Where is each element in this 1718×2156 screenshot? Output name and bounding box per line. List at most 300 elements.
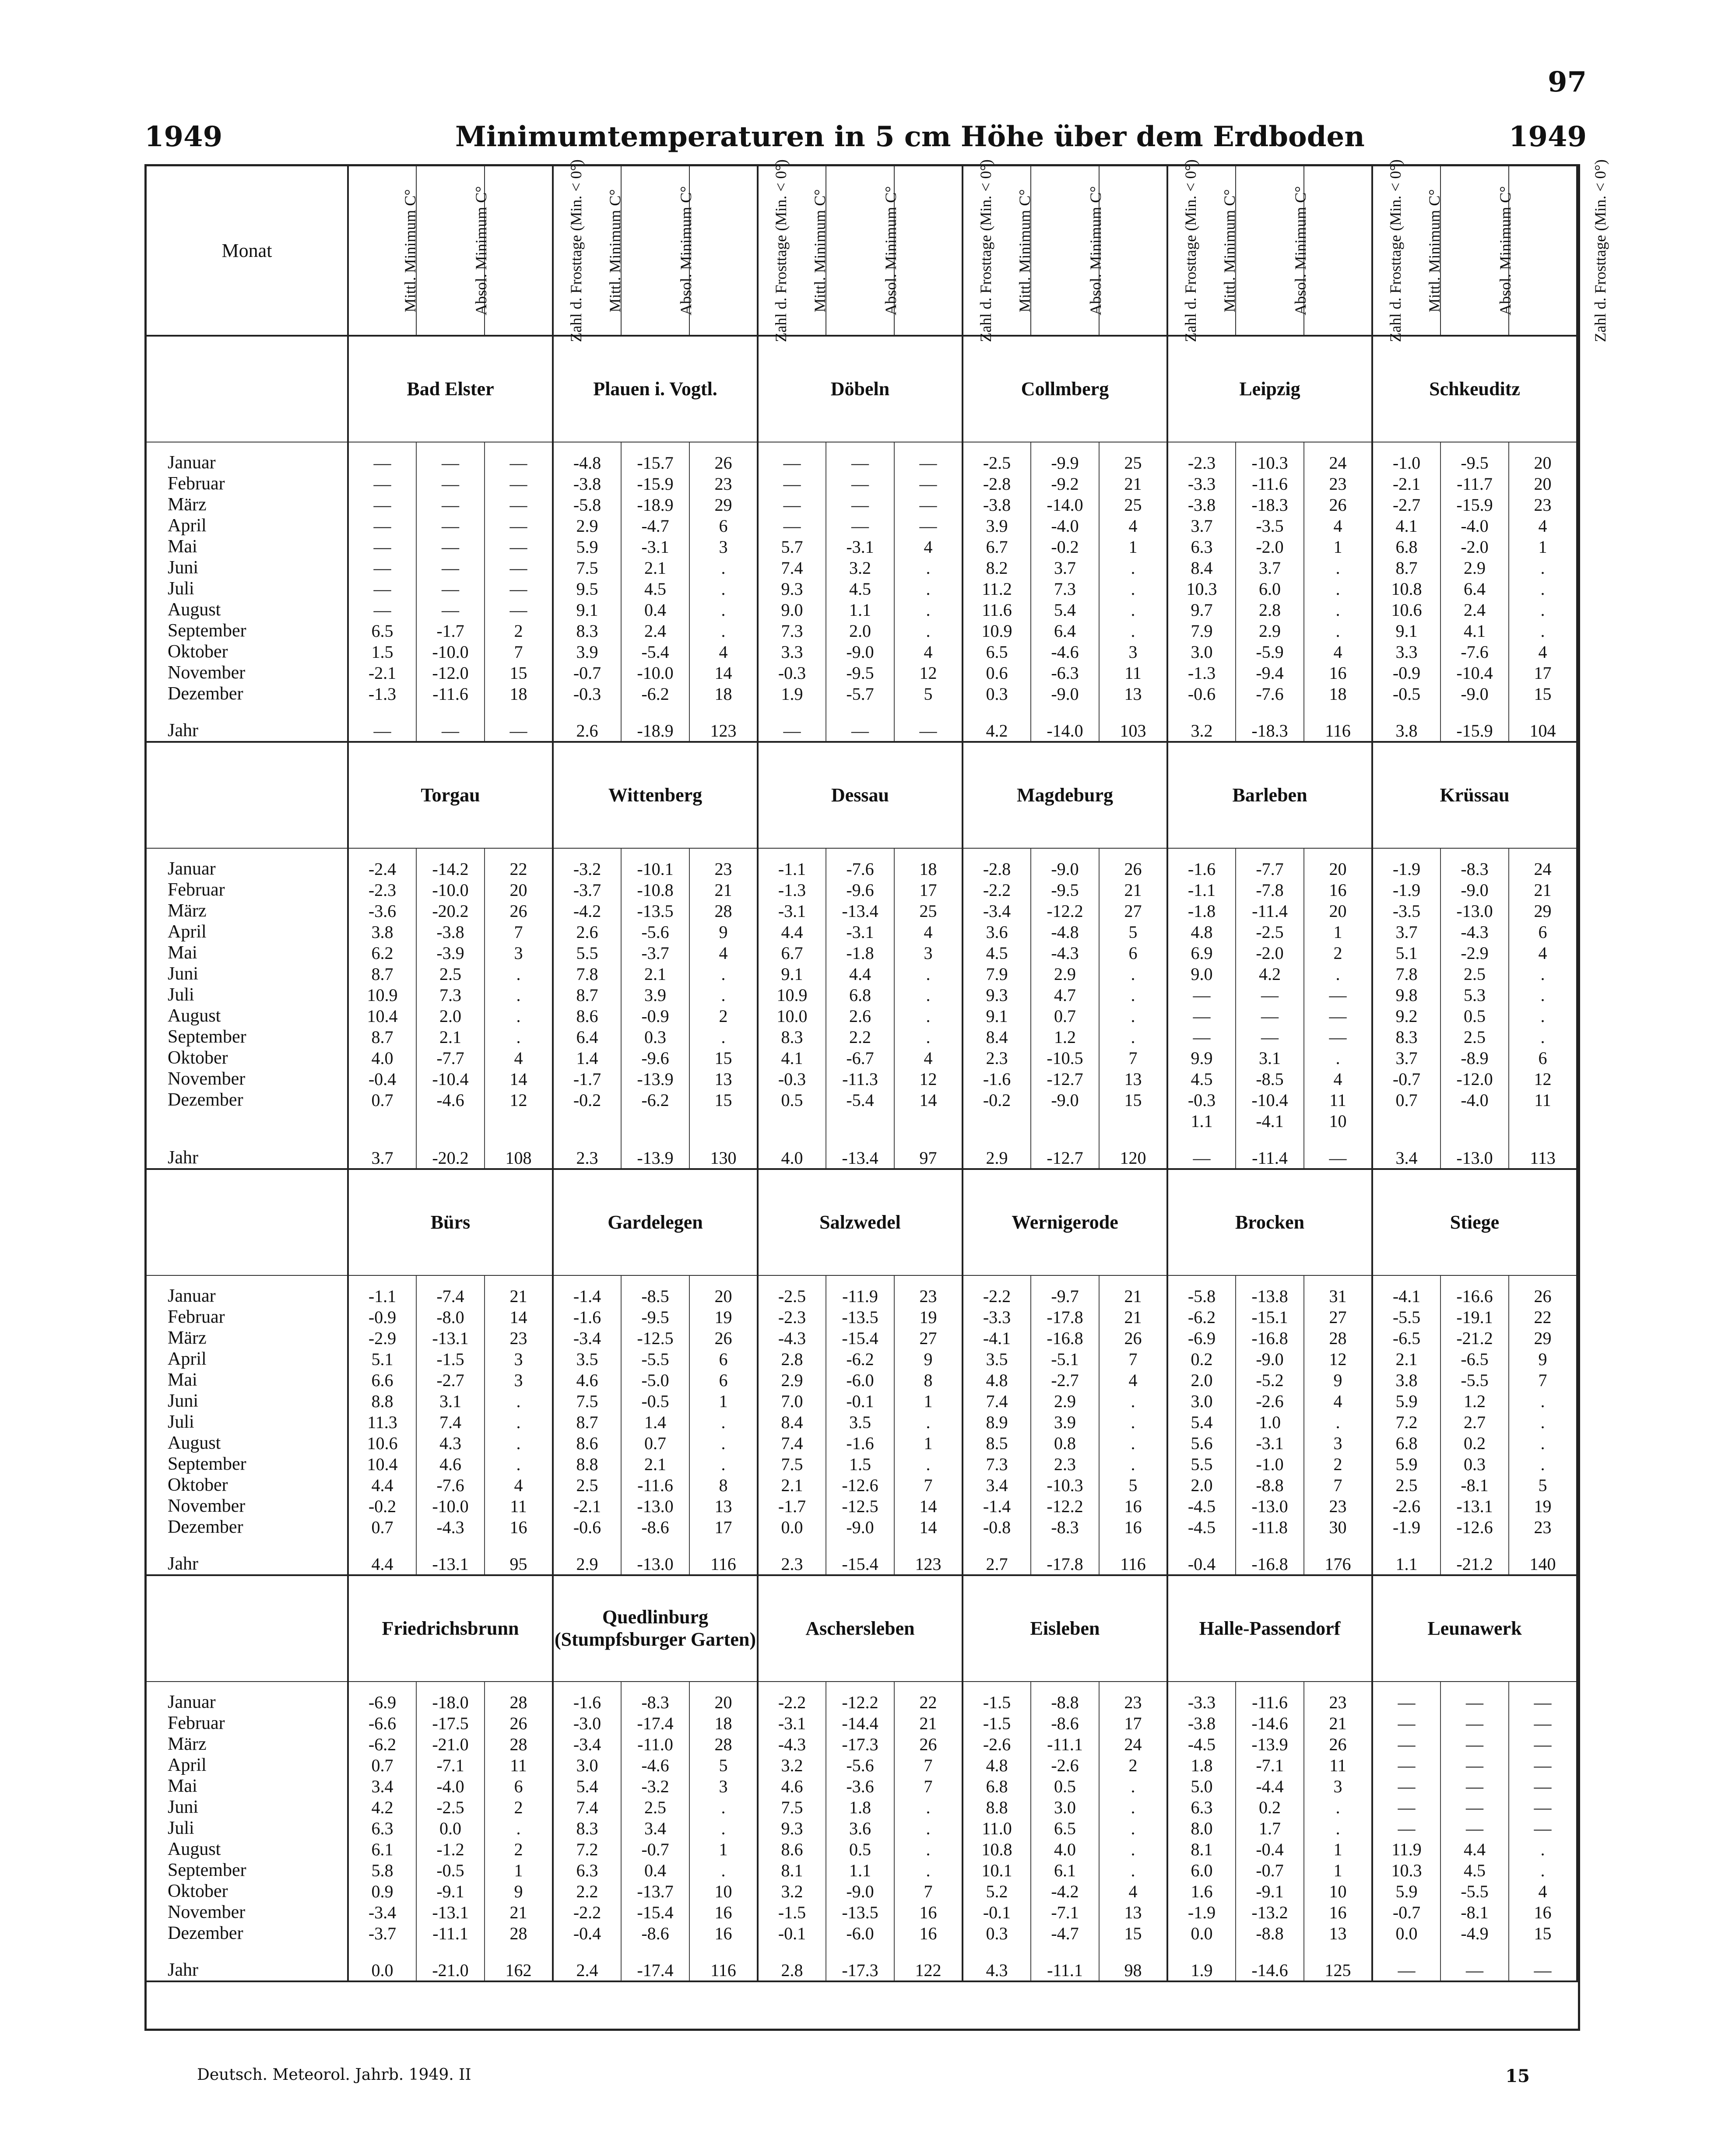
table-cell: -2.7	[1031, 1369, 1099, 1391]
table-cell: 31	[1304, 1275, 1372, 1306]
table-cell: -1.6	[826, 1433, 894, 1454]
table-cell: 26	[485, 1713, 553, 1734]
table-cell: 6.3	[1167, 536, 1236, 557]
table-cell: —	[1167, 1005, 1236, 1026]
table-cell: -1.0	[1372, 442, 1440, 473]
table-row	[147, 1110, 1577, 1131]
table-cell: -4.0	[1031, 515, 1099, 536]
table-cell: 12	[894, 1068, 963, 1089]
table-cell: 13	[1099, 1068, 1167, 1089]
table-cell: 14	[485, 1068, 553, 1089]
table-cell: -3.3	[1167, 1682, 1236, 1713]
table-cell: -8.1	[1440, 1475, 1509, 1496]
month-label: Dezember	[147, 1923, 348, 1944]
table-cell: 3.4	[348, 1776, 416, 1797]
table-cell	[1509, 1110, 1577, 1131]
table-cell: 0.5	[758, 1089, 826, 1110]
year-total-cell: 4.4	[348, 1538, 416, 1575]
table-cell: 6	[689, 515, 758, 536]
table-cell: 21	[1304, 1713, 1372, 1734]
table-cell: —	[348, 599, 416, 620]
column-header-label: Absol. Minimum C°	[1291, 186, 1309, 316]
table-cell: 16	[1304, 1902, 1372, 1923]
table-cell: -13.1	[416, 1902, 485, 1923]
table-cell: -4.3	[758, 1734, 826, 1755]
table-cell: .	[1099, 984, 1167, 1005]
table-cell: -9.0	[826, 1881, 894, 1902]
table-cell: 3.7	[1031, 557, 1099, 578]
table-cell: 29	[1509, 1327, 1577, 1348]
table-cell: —	[485, 599, 553, 620]
table-cell: 15	[689, 1089, 758, 1110]
table-cell: 6.8	[1372, 1433, 1440, 1454]
table-cell: 15	[1509, 683, 1577, 704]
table-cell: —	[416, 494, 485, 515]
table-cell: .	[1304, 963, 1372, 984]
station-name-row	[147, 742, 1577, 848]
table-cell: —	[1236, 984, 1304, 1005]
table-cell: -13.9	[621, 1068, 689, 1089]
table-cell: 5.4	[553, 1776, 621, 1797]
table-cell: -3.1	[1236, 1433, 1304, 1454]
table-cell: 3	[1304, 1433, 1372, 1454]
table-cell: 7	[1099, 1348, 1167, 1369]
table-cell: -11.8	[1236, 1517, 1304, 1538]
table-cell: —	[1509, 1797, 1577, 1818]
month-label: Mai	[147, 1369, 348, 1391]
table-cell: 2.9	[1236, 620, 1304, 641]
table-cell: 9.3	[963, 984, 1031, 1005]
table-cell: 17	[1509, 662, 1577, 683]
table-cell: —	[1509, 1713, 1577, 1734]
table-cell: .	[1304, 1412, 1372, 1433]
year-total-cell: -13.0	[1440, 1131, 1509, 1169]
month-label: Dezember	[147, 1517, 348, 1538]
table-cell: 1	[485, 1860, 553, 1881]
table-cell: 21	[1099, 1275, 1167, 1306]
table-cell: -1.9	[1167, 1902, 1236, 1923]
table-cell: —	[826, 442, 894, 473]
table-cell: 26	[1509, 1275, 1577, 1306]
table-cell: —	[485, 578, 553, 599]
year-total-cell: 130	[689, 1131, 758, 1169]
table-cell: —	[1440, 1734, 1509, 1755]
table-cell: 8.7	[348, 1026, 416, 1047]
table-cell: —	[894, 515, 963, 536]
table-cell: 14	[894, 1517, 963, 1538]
station-row-spacer	[147, 336, 348, 442]
table-cell: 4.6	[553, 1369, 621, 1391]
table-cell: 7	[1304, 1475, 1372, 1496]
table-cell: 7.2	[553, 1839, 621, 1860]
table-cell: 26	[689, 1327, 758, 1348]
table-cell: 28	[485, 1923, 553, 1944]
year-total-cell: 162	[485, 1944, 553, 1981]
table-cell: .	[1304, 1047, 1372, 1068]
year-total-cell: -15.9	[1440, 704, 1509, 742]
table-cell: 23	[1304, 1496, 1372, 1517]
table-cell: 7.9	[1167, 620, 1236, 641]
table-cell: -1.6	[553, 1682, 621, 1713]
table-cell	[553, 1110, 621, 1131]
table-cell: -7.4	[416, 1275, 485, 1306]
table-cell: -13.5	[826, 1902, 894, 1923]
table-cell: -3.8	[416, 921, 485, 942]
table-cell: -3.6	[826, 1776, 894, 1797]
table-cell: -3.4	[553, 1327, 621, 1348]
table-cell: -8.3	[621, 1682, 689, 1713]
table-cell: 5.0	[1167, 1776, 1236, 1797]
station-name: Leipzig	[1167, 336, 1372, 442]
table-cell: -10.4	[416, 1068, 485, 1089]
table-cell: —	[826, 473, 894, 494]
table-cell: 8.3	[758, 1026, 826, 1047]
table-cell: 4	[1099, 1369, 1167, 1391]
table-cell: 28	[1304, 1327, 1372, 1348]
table-cell: 0.7	[621, 1433, 689, 1454]
table-cell: -9.0	[1440, 879, 1509, 900]
table-cell: 6.3	[553, 1860, 621, 1881]
table-cell: 19	[1509, 1496, 1577, 1517]
table-cell: 3.7	[1372, 1047, 1440, 1068]
table-cell: -4.4	[1236, 1776, 1304, 1797]
table-cell: 2.1	[758, 1475, 826, 1496]
table-cell: 0.0	[758, 1517, 826, 1538]
table-cell: 3.0	[1167, 641, 1236, 662]
table-cell: 7	[1509, 1369, 1577, 1391]
table-cell: 8.6	[758, 1839, 826, 1860]
table-cell: -5.4	[621, 641, 689, 662]
year-total-row	[147, 704, 1577, 742]
table-cell: 3	[1099, 641, 1167, 662]
table-cell: .	[1509, 984, 1577, 1005]
table-cell: .	[1509, 1839, 1577, 1860]
table-cell: 4.1	[758, 1047, 826, 1068]
table-cell: 2.9	[1440, 557, 1509, 578]
table-cell: 18	[1304, 683, 1372, 704]
year-left: 1949	[144, 120, 223, 153]
table-cell: -10.0	[416, 641, 485, 662]
year-total-cell: 4.3	[963, 1944, 1031, 1981]
table-cell: -8.3	[1031, 1517, 1099, 1538]
table-cell: 4.0	[348, 1047, 416, 1068]
table-cell: -13.0	[1440, 900, 1509, 921]
table-cell: -1.7	[553, 1068, 621, 1089]
table-cell: 4.5	[963, 942, 1031, 963]
table-row	[147, 1881, 1577, 1902]
table-cell: 10.4	[348, 1005, 416, 1026]
table-cell: —	[485, 557, 553, 578]
table-cell: -2.3	[348, 879, 416, 900]
table-cell: —	[348, 494, 416, 515]
table-cell: -5.8	[1167, 1275, 1236, 1306]
table-cell: 2.0	[826, 620, 894, 641]
table-cell: -6.3	[1031, 662, 1099, 683]
table-cell: 0.3	[963, 683, 1031, 704]
year-total-cell: 2.4	[553, 1944, 621, 1981]
table-cell: 6	[1509, 921, 1577, 942]
table-cell: .	[894, 1797, 963, 1818]
table-cell: -10.0	[416, 1496, 485, 1517]
month-label: Mai	[147, 536, 348, 557]
table-cell: 2.3	[963, 1047, 1031, 1068]
table-cell	[894, 1110, 963, 1131]
table-cell: 6.4	[1440, 578, 1509, 599]
table-cell: .	[1509, 1454, 1577, 1475]
table-cell: 16	[1099, 1496, 1167, 1517]
table-cell: 20	[1304, 848, 1372, 879]
table-cell: -1.9	[1372, 879, 1440, 900]
table-cell: -0.1	[758, 1923, 826, 1944]
column-header	[1031, 166, 1104, 336]
table-cell: -7.8	[1236, 879, 1304, 900]
table-cell: -1.2	[416, 1839, 485, 1860]
year-total-cell: —	[1372, 1944, 1440, 1981]
table-cell: .	[689, 963, 758, 984]
table-cell: 4.8	[1167, 921, 1236, 942]
table-cell: -1.5	[416, 1348, 485, 1369]
table-cell: -3.3	[1167, 473, 1236, 494]
table-row	[147, 1327, 1577, 1348]
table-cell: —	[1372, 1818, 1440, 1839]
table-cell: 7.5	[758, 1797, 826, 1818]
table-cell: 3.0	[1167, 1391, 1236, 1412]
table-cell: -6.0	[826, 1923, 894, 1944]
table-cell: 7	[894, 1776, 963, 1797]
table-cell: 9.9	[1167, 1047, 1236, 1068]
table-cell: -0.9	[1372, 662, 1440, 683]
table-row	[147, 1047, 1577, 1068]
table-cell: -13.4	[826, 900, 894, 921]
table-cell: 7.3	[963, 1454, 1031, 1475]
table-cell: -3.8	[1167, 1713, 1236, 1734]
table-cell: 5.5	[1167, 1454, 1236, 1475]
column-header	[1509, 159, 1609, 342]
table-cell: 15	[1509, 1923, 1577, 1944]
table-cell: -18.3	[1236, 494, 1304, 515]
table-cell: 6.8	[826, 984, 894, 1005]
year-total-cell: 98	[1099, 1944, 1167, 1981]
table-cell: -4.9	[1440, 1923, 1509, 1944]
table-cell: -8.0	[416, 1306, 485, 1327]
table-cell: —	[485, 442, 553, 473]
table-cell: 20	[689, 1682, 758, 1713]
table-cell: -3.0	[553, 1713, 621, 1734]
table-cell: 11	[485, 1755, 553, 1776]
table-cell: 2.1	[1372, 1348, 1440, 1369]
table-cell: 8.4	[1167, 557, 1236, 578]
table-cell: .	[894, 599, 963, 620]
table-cell: 14	[894, 1089, 963, 1110]
table-cell: 2.9	[758, 1369, 826, 1391]
table-cell: 4	[894, 1047, 963, 1068]
table-cell: -8.1	[1440, 1902, 1509, 1923]
table-row	[147, 1433, 1577, 1454]
year-total-cell: -16.8	[1236, 1538, 1304, 1575]
year-total-cell: —	[1509, 1944, 1577, 1981]
table-cell: -2.9	[348, 1327, 416, 1348]
year-total-row	[147, 1538, 1577, 1575]
year-total-cell: —	[485, 704, 553, 742]
table-cell: 0.3	[621, 1026, 689, 1047]
table-cell: 3.2	[758, 1881, 826, 1902]
table-cell: 15	[689, 1047, 758, 1068]
station-name: Plauen i. Vogtl.	[553, 336, 758, 442]
month-label: Januar	[147, 1275, 348, 1306]
table-cell: 0.2	[1167, 1348, 1236, 1369]
table-cell: 5.7	[758, 536, 826, 557]
table-cell: —	[348, 557, 416, 578]
table-cell: -10.1	[621, 848, 689, 879]
column-header	[963, 166, 1031, 336]
station-name: Barleben	[1167, 742, 1372, 848]
table-cell: 3.7	[1236, 557, 1304, 578]
table-cell: 8.3	[553, 620, 621, 641]
table-row	[147, 1369, 1577, 1391]
table-cell: 2.6	[826, 1005, 894, 1026]
table-cell: 26	[1099, 848, 1167, 879]
table-cell: 3	[485, 1348, 553, 1369]
table-cell: -2.7	[1372, 494, 1440, 515]
station-row-spacer	[147, 1575, 348, 1682]
table-cell: 2.1	[621, 963, 689, 984]
table-cell: -2.2	[758, 1682, 826, 1713]
table-cell: 4.0	[1031, 1839, 1099, 1860]
table-cell: 11	[1304, 1089, 1372, 1110]
table-cell: -1.6	[1167, 848, 1236, 879]
table-cell: 7.4	[963, 1391, 1031, 1412]
table-cell: 1.6	[1167, 1881, 1236, 1902]
table-cell: 8.7	[1372, 557, 1440, 578]
table-cell: 1	[1304, 1839, 1372, 1860]
table-cell: -9.5	[826, 662, 894, 683]
year-total-cell: 125	[1304, 1944, 1372, 1981]
table-cell: 4	[1509, 942, 1577, 963]
table-cell	[1031, 1110, 1099, 1131]
table-cell: 1.5	[826, 1454, 894, 1475]
table-row	[147, 1682, 1577, 1713]
table-cell: -0.7	[553, 662, 621, 683]
table-cell: 16	[1304, 879, 1372, 900]
table-cell: 16	[894, 1902, 963, 1923]
table-cell: -0.4	[1236, 1839, 1304, 1860]
table-cell: -3.1	[621, 536, 689, 557]
table-cell: 5.6	[1167, 1433, 1236, 1454]
table-cell: 18	[894, 848, 963, 879]
table-cell: 15	[485, 662, 553, 683]
year-total-cell: 113	[1509, 1131, 1577, 1169]
table-cell: 6	[485, 1776, 553, 1797]
table-cell: .	[1509, 1391, 1577, 1412]
table-cell: 11.2	[963, 578, 1031, 599]
table-cell: 12	[485, 1089, 553, 1110]
table-cell: 24	[1304, 442, 1372, 473]
table-cell: -13.1	[1440, 1496, 1509, 1517]
table-cell: -4.7	[621, 515, 689, 536]
table-cell: -8.6	[621, 1923, 689, 1944]
table-cell: .	[485, 1412, 553, 1433]
table-cell: -0.5	[1372, 683, 1440, 704]
table-cell: 9	[689, 921, 758, 942]
page-number: 97	[1547, 66, 1587, 98]
table-cell: 2.9	[1031, 963, 1099, 984]
column-header	[1440, 166, 1514, 336]
table-cell: .	[894, 1839, 963, 1860]
page-title: Minimumtemperaturen in 5 cm Höhe über dem Erdboden	[455, 120, 1365, 153]
station-name: Friedrichsbrunn	[348, 1575, 553, 1682]
year-total-cell: 4.0	[758, 1131, 826, 1169]
table-cell: 27	[894, 1327, 963, 1348]
table-row	[147, 1818, 1577, 1839]
table-cell: -2.0	[1236, 536, 1304, 557]
table-cell: -9.5	[1031, 879, 1099, 900]
table-cell: 4	[485, 1475, 553, 1496]
table-cell: 9.1	[963, 1005, 1031, 1026]
table-cell: 6.0	[1236, 578, 1304, 599]
table-cell: —	[416, 473, 485, 494]
table-cell: —	[348, 536, 416, 557]
table-row	[147, 536, 1577, 557]
table-cell: 3.9	[621, 984, 689, 1005]
year-label: Jahr	[147, 1538, 348, 1575]
year-total-cell: -13.0	[621, 1538, 689, 1575]
table-cell: 14	[689, 662, 758, 683]
station-row-spacer	[147, 1169, 348, 1275]
table-cell: -3.1	[826, 921, 894, 942]
table-cell: —	[758, 494, 826, 515]
table-cell: -5.9	[1236, 641, 1304, 662]
table-cell: .	[1509, 1412, 1577, 1433]
table-cell: 3.6	[826, 1818, 894, 1839]
month-label: Mai	[147, 1776, 348, 1797]
table-cell: -8.6	[1031, 1713, 1099, 1734]
table-cell: 0.5	[1440, 1005, 1509, 1026]
table-cell: -14.6	[1236, 1713, 1304, 1734]
table-cell: -3.1	[826, 536, 894, 557]
table-cell: 7.8	[553, 963, 621, 984]
table-cell: 1	[1509, 536, 1577, 557]
table-cell: -6.2	[826, 1348, 894, 1369]
table-cell: 3.6	[963, 921, 1031, 942]
table-cell: -17.8	[1031, 1306, 1099, 1327]
table-cell: 1.7	[1236, 1818, 1304, 1839]
table-cell: 7.5	[553, 1391, 621, 1412]
table-cell: 12	[1304, 1348, 1372, 1369]
column-header	[894, 159, 994, 342]
table-cell: 10.1	[963, 1860, 1031, 1881]
table-cell: 10.9	[348, 984, 416, 1005]
table-cell: -2.9	[1440, 942, 1509, 963]
column-header-label: Absol. Minimum C°	[677, 186, 695, 316]
table-cell: 9.8	[1372, 984, 1440, 1005]
column-header-label: Absol. Minimum C°	[1086, 186, 1104, 316]
table-cell: -6.9	[348, 1682, 416, 1713]
table-row	[147, 620, 1577, 641]
table-cell: -9.5	[621, 1306, 689, 1327]
table-cell: —	[1440, 1797, 1509, 1818]
table-cell: 28	[485, 1682, 553, 1713]
table-cell: 17	[689, 1517, 758, 1538]
table-cell: 2.9	[1031, 1391, 1099, 1412]
table-cell: 7.3	[758, 620, 826, 641]
table-cell: -14.4	[826, 1713, 894, 1734]
table-cell: 7.4	[758, 1433, 826, 1454]
year-total-cell: —	[1167, 1131, 1236, 1169]
table-cell: -7.6	[826, 848, 894, 879]
table-cell: -1.3	[1167, 662, 1236, 683]
table-cell: 28	[689, 1734, 758, 1755]
table-cell: -12.6	[1440, 1517, 1509, 1538]
